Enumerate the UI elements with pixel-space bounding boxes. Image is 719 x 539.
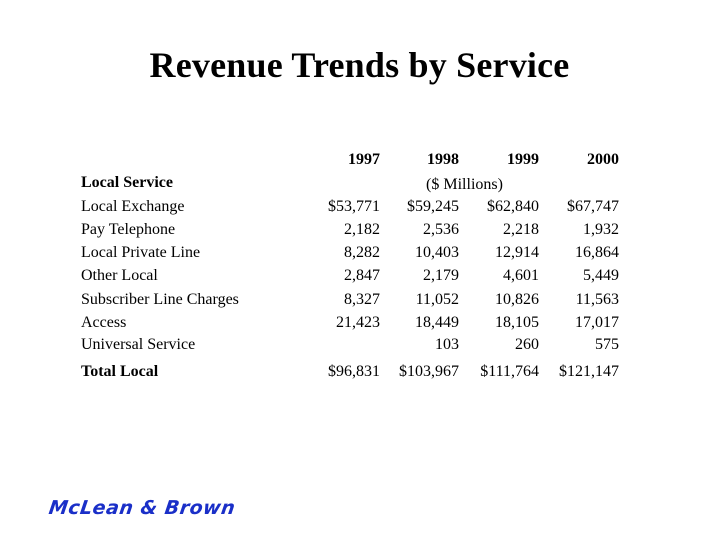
row-value: 10,826 bbox=[495, 291, 539, 308]
row-value: 12,914 bbox=[495, 244, 539, 261]
row-value: 2,536 bbox=[423, 221, 459, 238]
row-value: 260 bbox=[515, 336, 539, 353]
year-header: 1997 bbox=[348, 151, 380, 168]
total-value: $103,967 bbox=[399, 363, 459, 380]
row-value: 8,327 bbox=[344, 291, 380, 308]
row-label: Local Exchange bbox=[81, 198, 185, 215]
row-value: 575 bbox=[595, 336, 619, 353]
row-value: 2,182 bbox=[344, 221, 380, 238]
row-value: 18,105 bbox=[495, 314, 539, 331]
row-value: 103 bbox=[435, 336, 459, 353]
row-value: 2,847 bbox=[344, 267, 380, 284]
page-title: Revenue Trends by Service bbox=[149, 45, 570, 85]
section-label: Local Service bbox=[81, 174, 173, 191]
row-value: $53,771 bbox=[328, 198, 380, 215]
row-value: 2,218 bbox=[503, 221, 539, 238]
row-value: 4,601 bbox=[503, 267, 539, 284]
year-header: 1999 bbox=[507, 151, 539, 168]
row-label: Other Local bbox=[81, 267, 158, 284]
company-logo: McLean & Brown bbox=[47, 497, 237, 519]
unit-label: ($ Millions) bbox=[426, 176, 503, 193]
total-value: $111,764 bbox=[480, 363, 539, 380]
row-value: 8,282 bbox=[344, 244, 380, 261]
row-value: 5,449 bbox=[583, 267, 619, 284]
row-label: Pay Telephone bbox=[81, 221, 176, 238]
row-value: $59,245 bbox=[407, 198, 459, 215]
row-value: 18,449 bbox=[415, 314, 459, 331]
row-value: 16,864 bbox=[575, 244, 619, 261]
row-label: Universal Service bbox=[81, 336, 196, 353]
total-value: $121,147 bbox=[559, 363, 619, 380]
row-label: Access bbox=[81, 314, 127, 331]
row-label: Subscriber Line Charges bbox=[81, 291, 239, 308]
row-value: $67,747 bbox=[567, 198, 619, 215]
row-value: 10,403 bbox=[415, 244, 459, 261]
row-value: 1,932 bbox=[583, 221, 619, 238]
row-value: 21,423 bbox=[336, 314, 380, 331]
year-header: 1998 bbox=[427, 151, 459, 168]
row-value: 11,052 bbox=[415, 291, 459, 308]
total-label: Total Local bbox=[81, 363, 159, 380]
row-value: 17,017 bbox=[575, 314, 619, 331]
row-value: $62,840 bbox=[487, 198, 539, 215]
row-label: Local Private Line bbox=[81, 244, 201, 261]
row-value: 2,179 bbox=[423, 267, 459, 284]
total-value: $96,831 bbox=[328, 363, 380, 380]
row-value: 11,563 bbox=[575, 291, 619, 308]
year-header: 2000 bbox=[587, 151, 619, 168]
